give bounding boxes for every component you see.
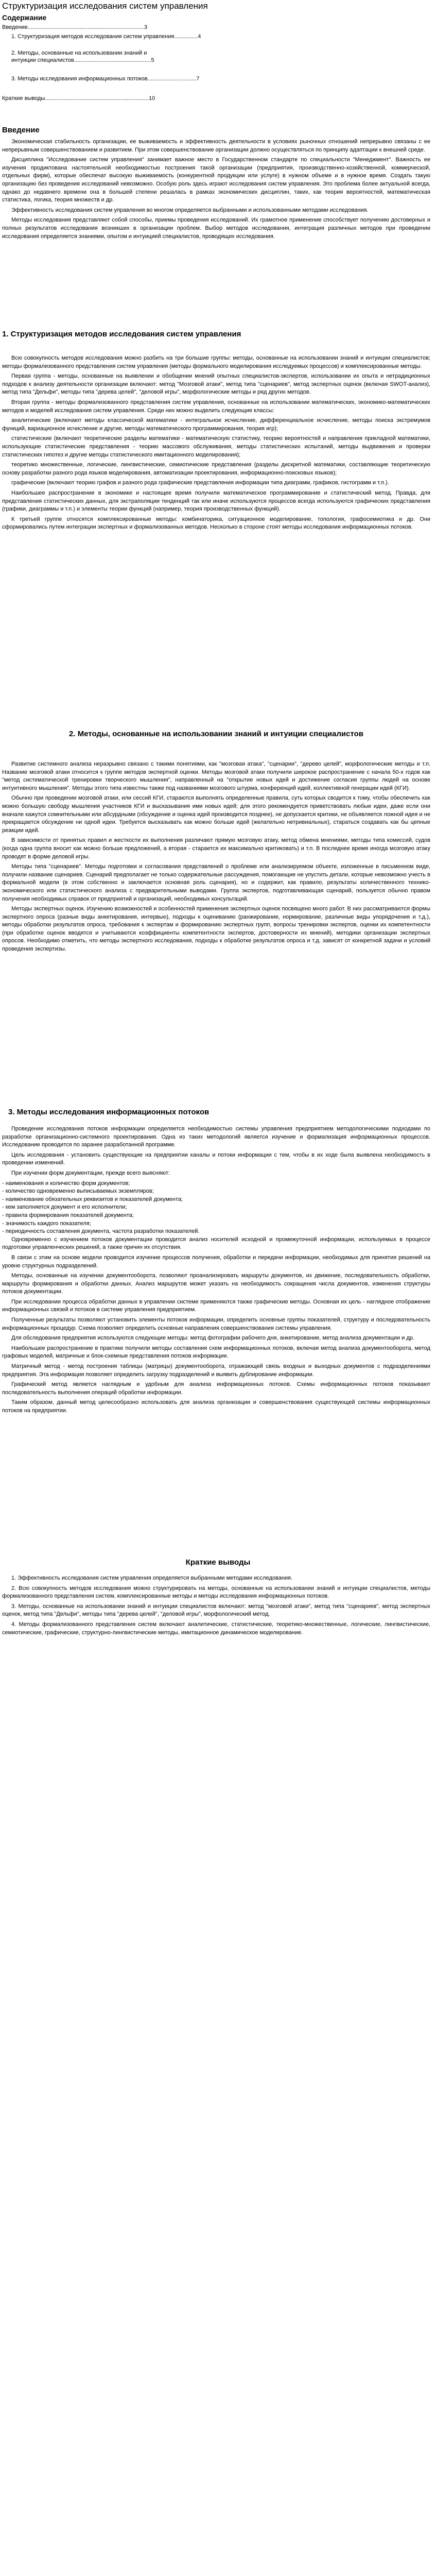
list-item: - количество одновременно выписываемых экземпляров; (2, 1188, 154, 1195)
list-item: - наименование обязательных реквизитов и показателей документа; (2, 1196, 183, 1202)
list-item: - кем заполняется документ и его исполнители; (2, 1204, 127, 1211)
list-item: - периодичность составления документа, частота разработки показателей. (2, 1228, 200, 1235)
paragraph: графические (включают теорию графов и разного рода графические представления информации типа диаграмм, графиков, гистограмм и т.п.). (11, 480, 389, 486)
section-2-title: 2. Методы, основанные на использовании знаний и интуиции специалистов (69, 730, 363, 738)
paragraph: Методы исследования представляют собой способы, приемы проведения исследований. Их грамотное применение способствует получению достоверных и полных результатов исследования возникших в организации проблем. Выбор методов исследования, интеграция различных методов при проведении исследования определяется знаниями, опытом и интуицией специалистов, проводящих исследования. (2, 217, 430, 240)
toc-item[interactable]: 2. Методы, основанные на использовании знаний и интуиции специалистов.................................................5 (11, 50, 154, 63)
paragraph: Первая группа - методы, основанные на выявлении и обобщении мнений опытных специалистов-экспертов, использовании их опыта и нетрадиционных подходов к анализу деятельности организации включают: метод "Мозговой атаки", метод типа "сценариев", метод экспертных оценок (включая SWOT-анализ), метод типа "Дельфи", методы типа "дерева целей", "деловой игры", морфологические методы и ряд других методов. (2, 373, 430, 396)
paragraph: 1. Эффективность исследования систем управления определяется выбранными методами исследования. (11, 1575, 293, 1581)
summary-section (2, 1574, 430, 1639)
paragraph: Методы типа "сценариев". Методы подготовки и согласования представлений о проблеме или анализируемом объекте, изложенные в письменном виде, получили название сценариев. Сценарий предполагает не только содержательные рассуждения, помогающие не упустить детали, которые невозможно учесть в формальной модели (в этом собственно и заключается основная роль сценария), но и содержит, как правило, результаты количественного технико-экономического или статистического анализа с предварительными выводами. Группа экспертов, подготавливающая сценарий, пользуется обычно правом получения необходимых справок от предприятий и организаций, необходимых консультаций. (2, 863, 430, 902)
section-1 (2, 354, 430, 534)
paragraph: Методы, основанные на изучении документооборота, позволяют проанализировать маршруты документов, их движение, последовательность обработки, маршруты формирования и обработки данных. Анализ маршрутов может указать на необходимость сокращения числа документов, изменения структуры потоков документации. (2, 1273, 430, 1295)
paragraph: теоретико множественные, логические, лингвистические, семиотические представления (разделы дискретной математики, составляющие теоретическую основу разработки разного рода языков моделирования, автоматизации проектирования, информационно-поисковых языков); (2, 462, 430, 476)
paragraph: К третьей группе относятся комплексированные методы: комбинаторика, ситуационное моделирование, топология, графосемиотика и др. Они сформировались путем интеграции экспертных и формализованных методов. Несколько в стороне стоят методы исследования информационных потоков. (2, 516, 430, 531)
paragraph: При исследовании процесса обработки данных в управлении системе применяются также графические методы. Основная их цель - наглядное отображение информационных связей и потоков в системе управления предприятием. (2, 1298, 430, 1313)
paragraph: Обычно при проведении мозговой атаки, или сессий КГИ, стараются выполнять определенные правила, суть которых сводится к тому, чтобы обеспечить как можно большую свободу мышления участников КГИ и высказывания ими новых идей; для этого рекомендуется приветствовать любые идеи, даже если они вначале кажутся сомнительными или абсурдными (обсуждение и оценка идей производится позднее), не допускается критики, не объявляется ложной идея и не прекращается обсуждение ни одной идеи. Требуется высказывать как можно больше идей (желательно нетривиальных), стараться создавать как бы цепные реакции идей. (2, 795, 430, 834)
paragraph: Наибольшее распространение в практике получили методы составления схем информационных потоков, включая метод анализа документооборота, метод графовых моделей, матричные и блок-схемные представления потоков информации. (2, 1345, 430, 1360)
paragraph: При изучении форм документации, прежде всего выясняют: (11, 1170, 170, 1176)
list-item: - правила формирования показателей документа; (2, 1212, 134, 1218)
section-3-title: 3. Методы исследования информационных потоков (8, 1108, 210, 1116)
toc-item[interactable]: Краткие выводы..................................................................10 (2, 95, 155, 101)
paragraph: Для обследования предприятия используются следующие методы: метод фотографии рабочего дня, анкетирование, метод анализа документации и др. (11, 1335, 414, 1342)
toc-item[interactable]: 3. Методы исследования информационных потоков...............................7 (11, 76, 200, 82)
section-1-title: 1. Структуризация методов исследования систем управления (2, 330, 241, 338)
toc-item[interactable]: 1. Структуризация методов исследования систем управления...............4 (11, 33, 201, 40)
document-study-list (2, 1180, 430, 1236)
paragraph: статистические (включают теоретические разделы математики - математическую статистику, теорию вероятностей и направления прикладной математики, использующие статистические представления - теорию массового обслуживания, методы статистических испытаний, методы выдвижения и проверки статистических гипотез и другие методы статистического имитационного моделирования); (2, 435, 430, 458)
document-title: Структуризация исследования систем управления (2, 1, 208, 11)
section-2 (2, 760, 430, 956)
list-item: - наименования и количество форм документов; (2, 1180, 130, 1187)
paragraph: В связи с этим на основе модели проводится изучение процессов получения, обработки и передачи информации, необходимых для принятия решений на уровне структурных подразделений. (2, 1254, 430, 1269)
summary-title: Краткие выводы (185, 1558, 251, 1567)
paragraph: Одновременно с изучением потоков документации проводится анализ носителей исходной и промежуточной информации, используемых в процессе подготовки управленческих решений, а также причин их отсутствия. (2, 1236, 430, 1251)
paragraph: Экономическая стабильность организации, ее выживаемость и эффективность деятельности в условиях рыночных отношений непрерывно связаны с ее непрерывным совершенствованием и развитием. При этом совершенствование организации должно осуществляться по принципу адаптации к внешней среде. (2, 139, 430, 153)
intro-title: Введение (2, 126, 40, 134)
paragraph: 4. Методы формализованного представления систем включают аналитические, статистические, теоретико-множественные, логические, лингвистические, семиотические, графические, структурно-лингвистические методы, имитационное динамическое моделирование. (2, 1621, 430, 1636)
paragraph: Эффективность исследования систем управления во многом определяется выбранными и использованными методами исследования. (11, 207, 369, 213)
paragraph: Развитие системного анализа неразрывно связано с такими понятиями, как "мозговая атака", "сценарии", "дерево целей", морфологические методы и т.п. Название мозговой атаки относится к группе методов экспертной оценки. Методы мозговой атаки получили широкое распространение с начала 50-х годов как "метод систематической тренировки творческого мышления", направленный на "открытие новых идей и достижение согласия группы людей на основе интуитивного мышления". Методы этого типа известны также под названиями мозгового штурма, конференций идей, коллективной генерации идей (КГИ). (2, 761, 430, 791)
paragraph: Таким образом, данный метод целесообразно использовать для анализа организации и совершенствования существующей системы информационных потоков на предприятии. (2, 1399, 430, 1414)
list-item: - значимость каждого показателя; (2, 1220, 91, 1227)
paragraph: В зависимости от принятых правил и жесткости их выполнения различают прямую мозговую атаку, метод обмена мнениями, методы типа комиссий, судов (когда одна группа вносит как можно больше предложений, а вторая - старается их максимально критиковать) и т.п. В последнее время иногда мозговую атаку проводят в форме деловой игры. (2, 837, 430, 860)
section-3 (2, 1125, 430, 1417)
intro-section (2, 138, 430, 243)
paragraph: Наибольшее распространение в экономике и настоящее время получили математическое программирование и статистический метод. Правда, для представления статистических данных, для экстраполяции тенденций так или иначе используются процессов всегда используются графических представления (графики, диаграммы и т.п.) и элементы теории функций (например, теория производственных функций). (2, 489, 430, 513)
paragraph: аналитические (включают методы классической математики - интегральное исчисление, дифференциальное исчисление, методы поиска экстремумов функций, вариационное исчисление и другие, методы математического программирования, теория игр); (2, 417, 430, 432)
paragraph: 2. Всю совокупность методов исследования можно структурировать на методы, основанные на использовании знаний и интуиции специалистов, методы формализованного представления систем, комплексированные методы и методы исследования информационных потоков. (2, 1585, 430, 1600)
paragraph: Дисциплина "Исследование систем управления" занимает важное место в Государственном стандарте по специальности "Менеджмент". Важность ее изучения продиктована настоятельной необходимостью построения такой организации (предприятия, производственно-хозяйственной, коммерческой, отдельных фирм), которые обеспечат высокую выживаемость (конкурентной продукции или услуге) в нужном объеме и в нужное время. Создать такую организацию без проведения исследований невозможно. Особую роль здесь играют исследования систем управления. Это проблема более актуальной всегда, однако до недавнего времени она в большей степени решалась в рамках экономических дисциплин, таких, как теория вероятностей, математическая статистика, логика, теория множеств и др. (2, 157, 430, 204)
paragraph: Всю совокупность методов исследования можно разбить на три большие группы: методы, основанные на использовании знаний и интуиции специалистов; методы формализованного представления систем управления (методы формального моделирования исследуемых процессов) и комплексированные методы. (2, 355, 430, 369)
paragraph: Методы экспертных оценок. Изучению возможностей и особенностей применения экспертных оценок посвящено много работ. В них рассматриваются формы экспертного опроса (разные виды анкетирования, интервью), подходы к оцениванию (ранжирование, нормирование, различные виды упорядочения и т.д.), методы обработки результатов опроса, требования к экспертам и формированию экспертных групп, вопросы тренировки экспертов, оценки их компетентности (при обработке оценок вводятся и учитываются коэффициенты компетентности экспертов, достоверности их мнений), методики организации экспертных опросов. Необходимо отметить, что методы экспертного исследования, подходы к обработке результатов опроса и т.д. зависят от конкретной задачи и условий проведения экспертизы. (2, 906, 430, 953)
paragraph: Вторая группа - методы формализованного представления систем управления, основанные на использовании математических, экономико-математических методов и моделей исследования систем управления. Среди них можно выделить следующие классы: (2, 399, 430, 414)
toc-heading: Содержание (2, 13, 47, 22)
paragraph: Проведение исследования потоков информации определяется необходимостью системы управления предприятием методологическими подходами по разработке организационно-системного проектирования. Одна из таких методологий является изучение и формализация информационных процессов. Исследование проводится по заранее разработанной программе. (2, 1126, 430, 1148)
paragraph: Полученные результаты позволяют установить элементы потоков информации, определить основные группы показателей, структуру и последовательность информационных процедур. Схема позволяет определить основные направления совершенствования системы управления. (2, 1317, 430, 1331)
toc-item[interactable]: Введение..........................................................................3 (2, 24, 148, 30)
paragraph: 3. Методы, основанные на использовании знаний и интуиции специалистов включают: метод "мозговой атаки", метод типа "сценариев", метод экспертных оценок, метод типа "Дельфи", методы типа "дерева целей", "деловой игры", морфологический метод. (2, 1603, 430, 1618)
paragraph: Матричный метод - метод построения таблицы (матрицы) документооборота, отражающей связь входных и выходных документов с подразделениями предприятия. Эта информация позволяет определить загрузку подразделений и выявить дублирование информации. (2, 1363, 430, 1378)
paragraph: Графический метод является наглядным и удобным для анализа информационных потоков. Схемы информационных потоков показывают последовательность выполнения операций обработки информации. (2, 1381, 430, 1396)
paragraph: Цель исследования - установить существующие на предприятии каналы и потоки информации с тем, чтобы в их ходе была выявлена необходимость в проведении изменений. (2, 1151, 430, 1166)
